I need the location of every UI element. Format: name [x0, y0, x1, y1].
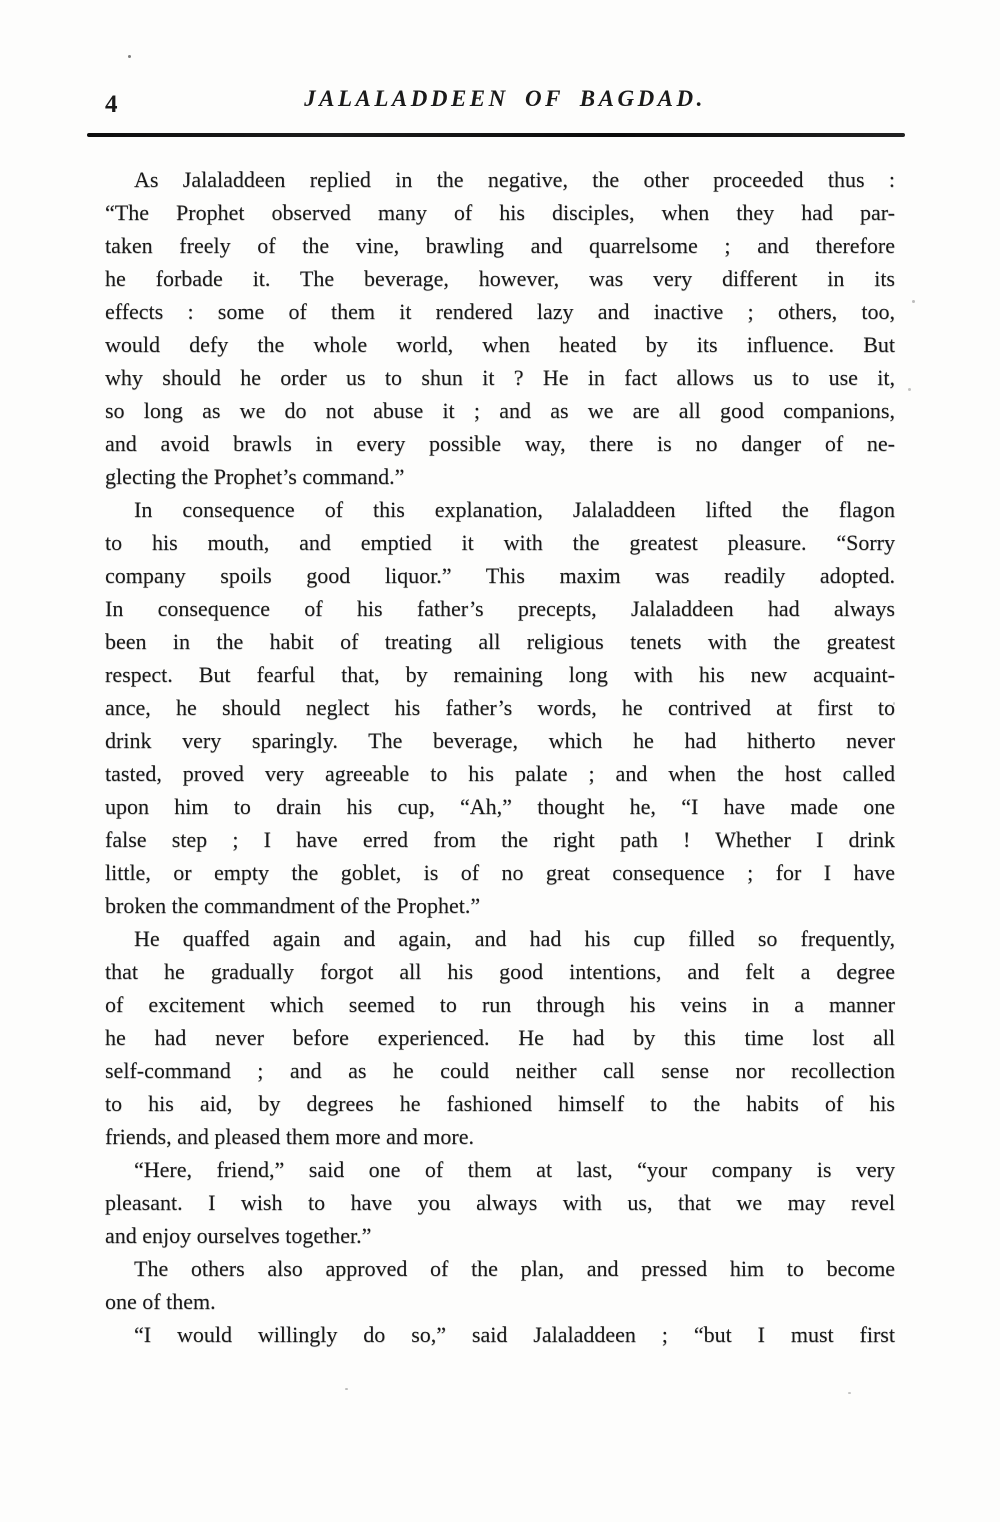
- text-line: In consequence of his father’s precepts, Jalaladdeen had always: [105, 596, 895, 621]
- text-line: ance, he should neglect his father’s words, he contrived at first to: [105, 695, 895, 720]
- text-line: He quaffed again and again, and had his cup filled so frequently,: [134, 926, 895, 951]
- text-line: self-command ; and as he could neither call sense nor recollection: [105, 1058, 895, 1083]
- text-line: “I would willingly do so,” said Jalaladdeen ; “but I must first: [134, 1322, 895, 1347]
- page-number: 4: [105, 91, 119, 118]
- text-line: “Here, friend,” said one of them at last, “your company is very: [134, 1157, 895, 1182]
- text-line: been in the habit of treating all religious tenets with the greatest: [105, 629, 895, 654]
- scan-speck: [848, 1392, 851, 1394]
- text-line: and enjoy ourselves together.”: [105, 1223, 372, 1248]
- text-line: As Jalaladdeen replied in the negative, the other proceeded thus :: [134, 167, 895, 192]
- text-line: “The Prophet observed many of his disciples, when they had par-: [105, 200, 895, 225]
- text-line: so long as we do not abuse it ; and as we are all good companions,: [105, 398, 895, 423]
- text-line: pleasant. I wish to have you always with us, that we may revel: [105, 1190, 895, 1215]
- scan-speck: [912, 300, 915, 303]
- text-line: glecting the Prophet’s command.”: [105, 464, 405, 489]
- text-line: In consequence of this explanation, Jalaladdeen lifted the flagon: [134, 497, 895, 522]
- text-line: effects : some of them it rendered lazy and inactive ; others, too,: [105, 299, 895, 324]
- text-line: upon him to drain his cup, “Ah,” thought he, “I have made one: [105, 794, 895, 819]
- paragraph: [105, 493, 895, 922]
- text-line: to his aid, by degrees he fashioned himself to the habits of his: [105, 1091, 895, 1116]
- page-header: [105, 86, 905, 126]
- text-line: little, or empty the goblet, is of no great consequence ; for I have: [105, 860, 895, 885]
- text-line: would defy the whole world, when heated by its influence. But: [105, 332, 895, 357]
- scan-speck: [893, 702, 895, 705]
- text-line: one of them.: [105, 1289, 216, 1314]
- header-rule: [87, 133, 905, 137]
- paragraph: [105, 1252, 895, 1318]
- text-line: to his mouth, and emptied it with the greatest pleasure. “Sorry: [105, 530, 895, 555]
- text-body: [105, 163, 895, 1351]
- text-line: drink very sparingly. The beverage, which he had hitherto never: [105, 728, 895, 753]
- paragraph: [105, 1153, 895, 1252]
- text-line: of excitement which seemed to run through his veins in a manner: [105, 992, 895, 1017]
- text-line: company spoils good liquor.” This maxim was readily adopted.: [105, 563, 895, 588]
- text-line: and avoid brawls in every possible way, there is no danger of ne-: [105, 431, 895, 456]
- text-line: tasted, proved very agreeable to his palate ; and when the host called: [105, 761, 895, 786]
- text-line: broken the commandment of the Prophet.”: [105, 893, 481, 918]
- text-line: friends, and pleased them more and more.: [105, 1124, 474, 1149]
- paragraph: [105, 163, 895, 493]
- text-line: he had never before experienced. He had by this time lost all: [105, 1025, 895, 1050]
- scan-speck: [908, 388, 911, 391]
- scan-speck: [128, 55, 131, 58]
- text-line: false step ; I have erred from the right path ! Whether I drink: [105, 827, 895, 852]
- paragraph: [105, 922, 895, 1153]
- text-line: The others also approved of the plan, and pressed him to become: [134, 1256, 895, 1281]
- text-line: taken freely of the vine, brawling and quarrelsome ; and therefore: [105, 233, 895, 258]
- text-line: he forbade it. The beverage, however, was very different in its: [105, 266, 895, 291]
- text-line: why should he order us to shun it ? He in fact allows us to use it,: [105, 365, 895, 390]
- paragraph: [105, 1318, 895, 1351]
- running-title: JALALADDEEN OF BAGDAD.: [304, 86, 706, 111]
- text-line: that he gradually forgot all his good intentions, and felt a degree: [105, 959, 895, 984]
- text-line: respect. But fearful that, by remaining long with his new acquaint-: [105, 662, 895, 687]
- scan-speck: [345, 1388, 348, 1390]
